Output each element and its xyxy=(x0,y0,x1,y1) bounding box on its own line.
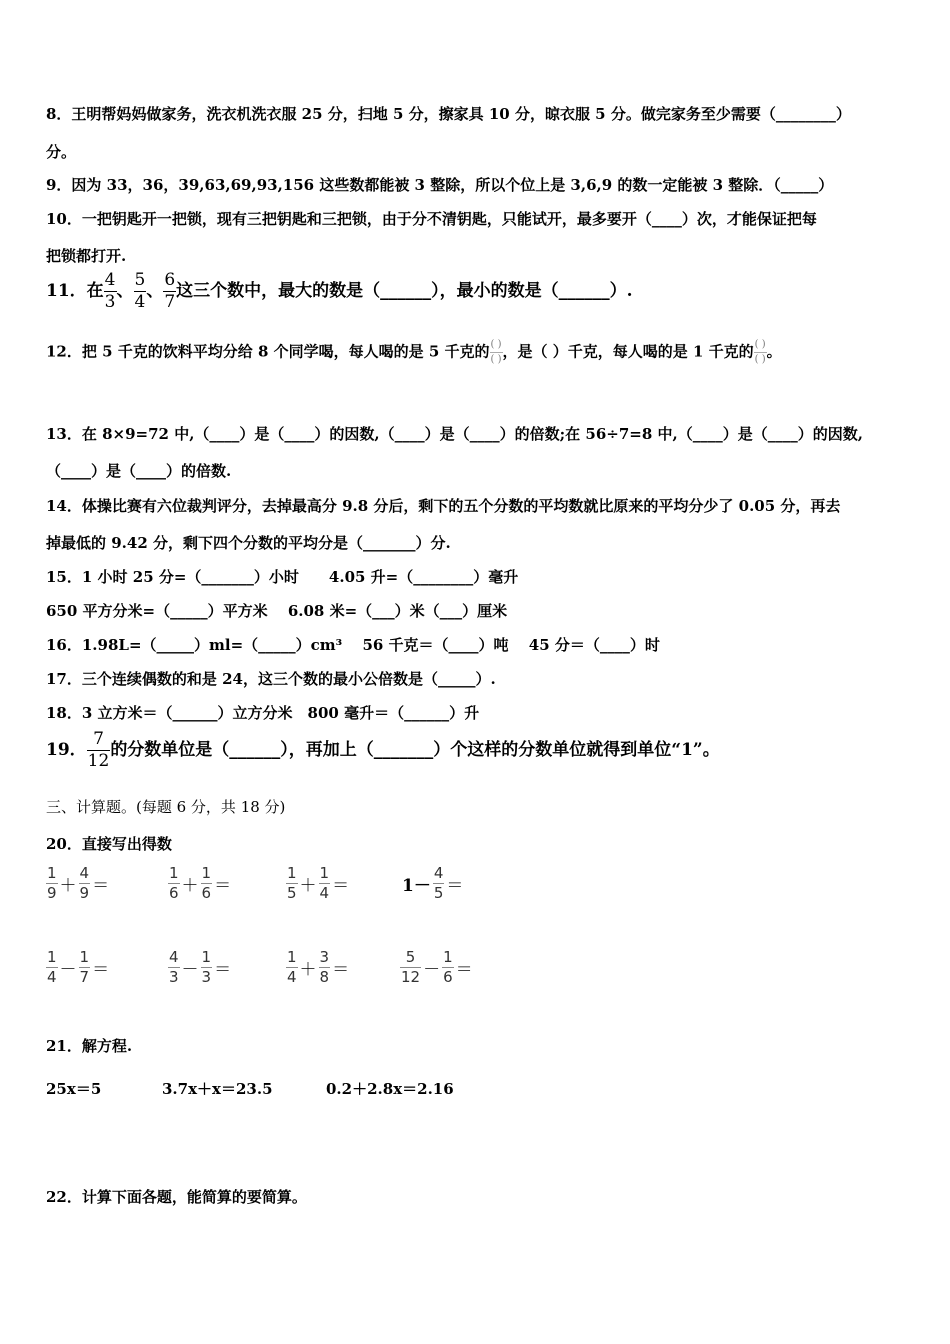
equals: ＝ xyxy=(332,876,350,896)
operator: ＋ xyxy=(59,876,77,896)
q11-suffix: 这三个数中，最大的数是（______），最小的数是（______）. xyxy=(176,281,633,301)
equals: ＝ xyxy=(332,960,350,980)
blank-fraction: $\frac{( )}{( )}$ xyxy=(490,339,502,365)
fraction: $\frac{1}{4}$ xyxy=(319,864,330,902)
q11 xyxy=(46,272,633,311)
equals: ＝ xyxy=(446,876,464,896)
q21-title: 21．解方程. xyxy=(46,1037,133,1055)
fraction: $\frac{1}{6}$ xyxy=(443,948,453,986)
equation: 0.2＋2.8x＝2.16 xyxy=(326,1080,454,1098)
q11-prefix: 11．在 xyxy=(46,281,104,301)
q16: 16．1.98L=（_____）ml=（_____）cm³ 56 千克＝（____）吨 45 分＝（____）时 xyxy=(46,636,660,654)
fraction: $\frac{4}{3}$ xyxy=(169,948,179,986)
fraction: $\frac{1}{7}$ xyxy=(79,948,90,986)
operator: － xyxy=(59,960,77,980)
q13-line1: 13．在 8×9=72 中,（____）是（____）的因数,（____）是（____）的倍数;在 56÷7=8 中,（____）是（____）的因数, xyxy=(46,425,863,443)
equation: 25x＝5 xyxy=(46,1080,102,1098)
q14-line2: 掉最低的 9.42 分，剩下四个分数的平均分是（_______）分. xyxy=(46,534,451,552)
fraction: $\frac{1}{6}$ xyxy=(201,864,212,902)
calc-item xyxy=(168,950,233,985)
q13-line2: （____）是（____）的倍数. xyxy=(46,462,232,480)
operator: － xyxy=(181,960,199,980)
q10-line2: 把锁都打开. xyxy=(46,247,127,265)
equals: ＝ xyxy=(92,960,110,980)
fraction: $\frac{1}{9}$ xyxy=(47,864,57,902)
calc-item xyxy=(400,866,465,901)
separator: 、 xyxy=(116,281,134,301)
fraction: $\frac{4}{5}$ xyxy=(433,864,444,902)
fraction: $\frac{5}{12}$ xyxy=(401,948,421,986)
fraction: $\frac{4}{3}$ xyxy=(104,270,116,312)
operator: ＋ xyxy=(299,960,317,980)
q9: 9．因为 33，36，39,63,69,93,156 这些数都能被 3 整除，所以个位上是 3,6,9 的数一定能被 3 整除．（_____） xyxy=(46,176,834,194)
q22: 22．计算下面各题，能简算的要简算。 xyxy=(46,1188,307,1206)
q18: 18．3 立方米＝（______）立方分米 800 毫升＝（______）升 xyxy=(46,704,480,722)
separator: 、 xyxy=(146,281,164,301)
fraction: $\frac{1}{6}$ xyxy=(169,864,179,902)
fraction: $\frac{1}{4}$ xyxy=(47,948,57,986)
q14-line1: 14．体操比赛有六位裁判评分，去掉最高分 9.8 分后，剩下的五个分数的平均数就比原来的平均分少了 0.05 分，再去 xyxy=(46,497,841,515)
q12-end: 。 xyxy=(766,342,782,361)
fraction: $\frac{1}{3}$ xyxy=(201,948,212,986)
q19-prefix: 19． xyxy=(46,740,87,760)
fraction: $\frac{3}{8}$ xyxy=(319,948,330,986)
equals: ＝ xyxy=(214,876,232,896)
equals: ＝ xyxy=(92,876,110,896)
q15-line2: 650 平方分米=（_____）平方米 6.08 米=（___）米（___）厘米 xyxy=(46,602,508,620)
equation: 3.7x＋x＝23.5 xyxy=(162,1080,273,1098)
fraction: $\frac{1}{4}$ xyxy=(287,948,297,986)
calc-item xyxy=(286,950,351,985)
q10-line1: 10．一把钥匙开一把锁，现有三把钥匙和三把锁，由于分不清钥匙，只能试开，最多要开（____）次，才能保证把每 xyxy=(46,210,817,228)
lead-term: 1－ xyxy=(402,876,431,896)
equals: ＝ xyxy=(214,960,232,980)
equals: ＝ xyxy=(455,960,473,980)
calc-item xyxy=(46,866,111,901)
calc-item xyxy=(400,950,475,985)
q8-line1: 8．王明帮妈妈做家务，洗衣机洗衣服 25 分，扫地 5 分，擦家具 10 分，晾衣服 5 分。做完家务至少需要（________） xyxy=(46,105,851,123)
fraction: $\frac{4}{9}$ xyxy=(79,864,90,902)
q19-text: 的分数单位是（______），再加上（_______）个这样的分数单位就得到单位“1”。 xyxy=(110,740,720,760)
operator: ＋ xyxy=(299,876,317,896)
section-heading: 三、计算题。(每题 6 分，共 18 分) xyxy=(46,798,286,816)
q12 xyxy=(46,340,782,365)
blank-fraction: $\frac{( )}{( )}$ xyxy=(754,339,766,365)
q20-title: 20．直接写出得数 xyxy=(46,835,172,853)
calc-item xyxy=(46,950,111,985)
q17: 17．三个连续偶数的和是 24，这三个数的最小公倍数是（_____）. xyxy=(46,670,496,688)
q15-line1: 15．1 小时 25 分=（_______）小时 4.05 升=（________）毫升 xyxy=(46,568,519,586)
operator: ＋ xyxy=(181,876,199,896)
q12-mid: ，是（ ）千克，每人喝的是 1 千克的 xyxy=(502,342,754,361)
fraction: $\frac{6}{7}$ xyxy=(164,270,176,312)
q19 xyxy=(46,731,720,770)
calc-item xyxy=(168,866,233,901)
fraction: $\frac{7}{12}$ xyxy=(87,729,110,771)
calc-item xyxy=(286,866,351,901)
q8-line2: 分。 xyxy=(46,143,77,161)
fraction: $\frac{1}{5}$ xyxy=(287,864,297,902)
operator: － xyxy=(423,960,441,980)
fraction: $\frac{5}{4}$ xyxy=(134,270,146,312)
q12-prefix: 12．把 5 千克的饮料平均分给 8 个同学喝，每人喝的是 5 千克的 xyxy=(46,342,490,361)
